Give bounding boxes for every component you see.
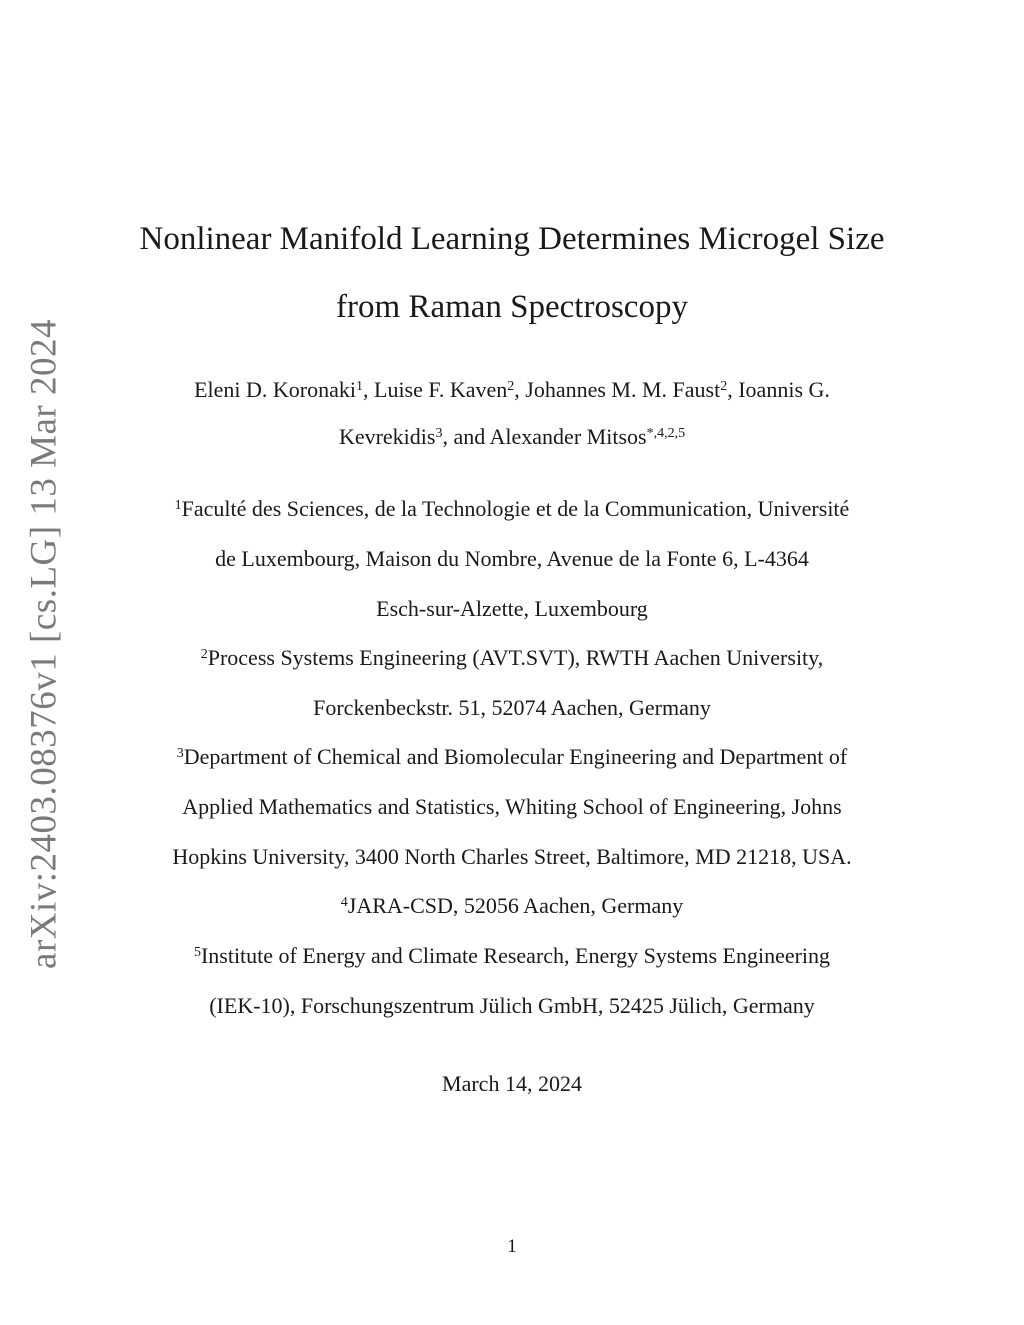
paper-date: March 14, 2024 (442, 1071, 582, 1096)
title-line-1: Nonlinear Manifold Learning Determines Microgel Size (139, 221, 885, 257)
affiliation-number: 4 (340, 895, 348, 910)
author-name: Alexander Mitsos (489, 424, 647, 449)
affiliation-text: JARA-CSD, 52056 Aachen, Germany (347, 893, 684, 918)
author-name: Eleni D. Koronaki (194, 377, 356, 402)
author-separator: , (514, 377, 526, 402)
author-affiliation-mark: 3 (435, 426, 443, 441)
affiliation-number: 3 (176, 746, 184, 761)
affiliation-text: Hopkins University, 3400 North Charles Street, Baltimore, MD 21218, USA. (172, 844, 852, 869)
author-separator: , and (442, 424, 490, 449)
author-name-part-1: Ioannis G. (738, 377, 830, 402)
affiliation-4 (100, 881, 924, 931)
affiliation-number: 2 (200, 647, 208, 662)
author-name: Johannes M. M. Faust (525, 377, 721, 402)
title-line-2: from Raman Spectroscopy (336, 289, 688, 325)
affiliation-text: (IEK-10), Forschungszentrum Jülich GmbH, 52425 Jülich, Germany (209, 993, 815, 1018)
affiliation-number: 1 (174, 498, 182, 513)
affiliation-1 (100, 484, 924, 634)
affiliation-text: de Luxembourg, Maison du Nombre, Avenue de la Fonte 6, L-4364 (215, 546, 809, 571)
affiliation-3 (100, 732, 924, 882)
affiliation-text: Faculté des Sciences, de la Technologie et de la Communication, Université (181, 496, 850, 521)
author-line-2 (100, 413, 924, 460)
author-affiliation-mark: 2 (720, 379, 728, 394)
author-name: Luise F. Kaven (374, 377, 508, 402)
author-name-part-2: Kevrekidis (338, 424, 436, 449)
author-list (100, 366, 924, 460)
affiliation-text: Esch-sur-Alzette, Luxembourg (376, 596, 648, 621)
author-line-1 (100, 366, 924, 413)
paper-title (100, 205, 924, 341)
author-separator: , (727, 377, 739, 402)
affiliation-text: Applied Mathematics and Statistics, Whiting School of Engineering, Johns (182, 794, 842, 819)
affiliation-number: 5 (193, 945, 201, 960)
affiliation-5 (100, 931, 924, 1031)
page-number: 1 (507, 1236, 517, 1257)
arxiv-identifier-stamp: arXiv:2403.08376v1 [cs.LG] 13 Mar 2024 (23, 319, 65, 969)
affiliation-text: Forckenbeckstr. 51, 52074 Aachen, Germany (313, 695, 711, 720)
author-separator: , (363, 377, 374, 402)
author-affiliation-mark: 1 (356, 379, 363, 394)
affiliation-text: Institute of Energy and Climate Research, Energy Systems Engineering (200, 943, 831, 968)
author-affiliation-mark: *,4,2,5 (646, 426, 686, 441)
affiliation-2 (100, 633, 924, 733)
affiliation-text: Department of Chemical and Biomolecular Engineering and Department of (183, 744, 848, 769)
affiliation-text: Process Systems Engineering (AVT.SVT), RWTH Aachen University, (207, 645, 824, 670)
author-affiliation-mark: 2 (507, 379, 515, 394)
